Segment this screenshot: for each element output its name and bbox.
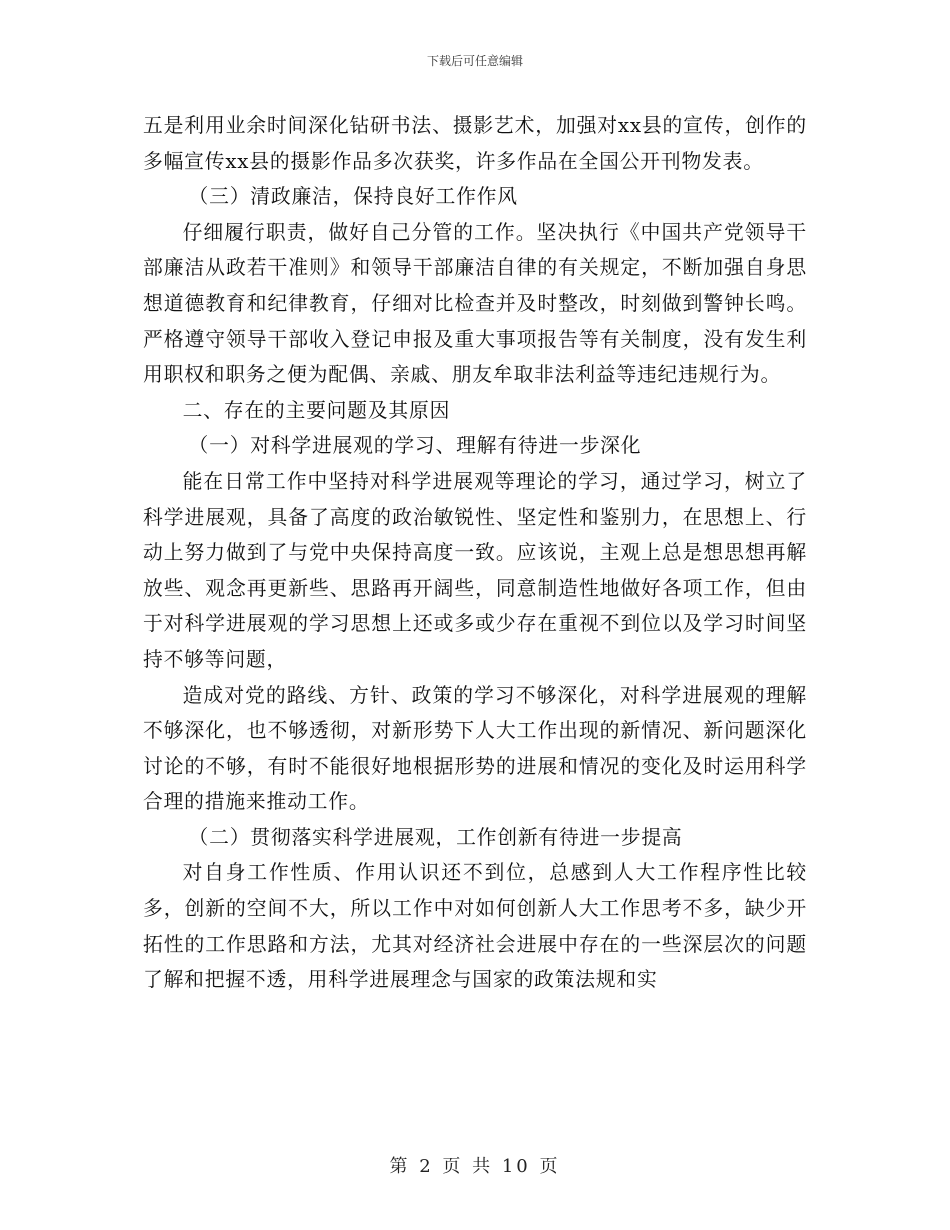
section-heading-2: （二）贯彻落实科学进展观，工作创新有待进一步提高 <box>188 825 683 849</box>
paragraph-study: 能在日常工作中坚持对科学进展观等理论的学习，通过学习，树立了科学进展观，具备了高度的政治敏锐性、坚定性和鉴别力，在思想上、行动上努力做到了与党中央保持高度一致。应该说，主观上总是想思想再解放些、观念再更新些、思路再开阔些，同意制造性地做好各项工作，但由于对科学进展观的学习思想上还或多或少存在重视不到位以及学习时间坚持不够等问题， <box>143 469 807 671</box>
paragraph-innovation: 对自身工作性质、作用认识还不到位，总感到人大工作程序性比较多，创新的空间不大，所以工作中对如何创新人大工作思考不多，缺少开拓性的工作思路和方法，尤其对经济社会进展中存在的一些深层次的问题了解和把握不透，用科学进展理念与国家的政策法规和实 <box>143 861 807 992</box>
section-heading-3: （三）清政廉洁，保持良好工作作风 <box>188 185 518 209</box>
page-number: 第 2 页 共 10 页 <box>389 1156 561 1177</box>
document-body <box>143 108 807 998</box>
page-header: 下载后可任意编辑 <box>426 54 523 68</box>
section-heading-1: （一）对科学进展观的学习、理解有待进一步深化 <box>188 434 642 458</box>
paragraph-continuation: 五是利用业余时间深化钻研书法、摄影艺术，加强对xx县的宣传，创作的多幅宣传xx县的摄影作品多次获奖，许多作品在全国公开刊物发表。 <box>143 114 807 173</box>
section-heading-main-problems: 二、存在的主要问题及其原因 <box>182 398 451 422</box>
paragraph-integrity: 仔细履行职责，做好自己分管的工作。坚决执行《中国共产党领导干部廉洁从政若干准则》和领导干部廉洁自律的有关规定，不断加强自身思想道德教育和纪律教育，仔细对比检查并及时整改，时刻做到警钟长鸣。严格遵守领导干部收入登记申报及重大事项报告等有关制度，没有发生利用职权和职务之便为配偶、亲戚、朋友牟取非法利益等违纪违规行为。 <box>143 220 807 387</box>
paragraph-consequence: 造成对党的路线、方针、政策的学习不够深化，对科学进展观的理解不够深化，也不够透彻，对新形势下人大工作出现的新情况、新问题深化讨论的不够，有时不能很好地根据形势的进展和情况的变化及时运用科学合理的措施来推动工作。 <box>143 683 807 814</box>
